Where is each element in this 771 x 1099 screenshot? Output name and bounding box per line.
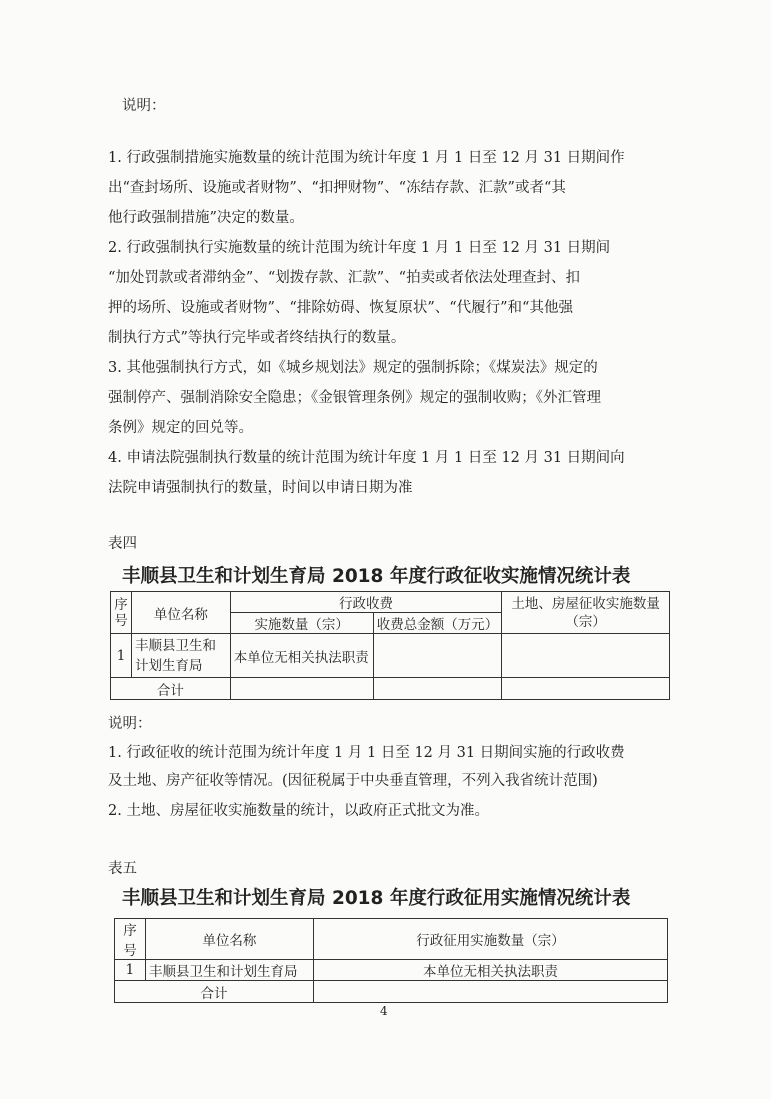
- total-label: 合计: [111, 678, 231, 700]
- note-line: 出“查封场所、设施或者财物”、“扣押财物”、“冻结存款、汇款”或者“其: [108, 180, 566, 196]
- table-label: 表五: [108, 861, 137, 877]
- table-label: 表四: [108, 536, 137, 552]
- header-unit: 单位名称: [145, 919, 313, 960]
- row-value: 本单位无相关执法职责: [313, 960, 667, 981]
- header-count: 行政征用实施数量（宗）: [313, 919, 667, 960]
- table-total-row: [111, 678, 670, 700]
- table-4: [110, 591, 670, 700]
- notes-heading: 说明：: [108, 716, 152, 732]
- note-line: 1. 行政强制措施实施数量的统计范围为统计年度 1 月 1 日至 12 月 31 日期间作: [108, 150, 625, 166]
- table-title: 丰顺县卫生和计划生育局 2018 年度行政征收实施情况统计表: [122, 566, 631, 587]
- note-line: 押的场所、设施或者财物”、“排除妨碍、恢复原状”、“代履行”和“其他强: [108, 300, 573, 316]
- row-unit: 丰顺县卫生和计划生育局: [131, 634, 230, 678]
- note-line: 及土地、房产征收等情况。(因征税属于中央垂直管理，不列入我省统计范围): [108, 773, 598, 789]
- row-seq: 1: [111, 634, 132, 678]
- table-title: 丰顺县卫生和计划生育局 2018 年度行政征用实施情况统计表: [122, 888, 631, 909]
- note-line: 强制停产、强制消除安全隐患；《金银管理条例》规定的强制收购；《外汇管理: [108, 390, 601, 406]
- note-line: 他行政强制措施”决定的数量。: [108, 210, 304, 226]
- note-line: 法院申请强制执行的数量，时间以申请日期为准: [108, 480, 413, 496]
- total-label: 合计: [115, 981, 314, 1003]
- header-count: 实施数量（宗）: [230, 613, 373, 634]
- note-line: 4. 申请法院强制执行数量的统计范围为统计年度 1 月 1 日至 12 月 31 日期间向: [108, 450, 625, 466]
- note-line: 制执行方式”等执行完毕或者终结执行的数量。: [108, 330, 406, 346]
- header-amount: 收费总金额（万元）: [373, 613, 502, 634]
- row-land: [502, 634, 670, 678]
- row-value: 本单位无相关执法职责: [230, 634, 373, 678]
- note-line: 1. 行政征收的统计范围为统计年度 1 月 1 日至 12 月 31 日期间实施的行政收费: [108, 745, 625, 761]
- note-line: 2. 行政强制执行实施数量的统计范围为统计年度 1 月 1 日至 12 月 31 日期间: [108, 240, 611, 256]
- header-unit: 单位名称: [131, 592, 230, 634]
- header-land: 土地、房屋征收实施数量（宗）: [502, 592, 670, 634]
- table-row: [111, 634, 670, 678]
- note-line: 3. 其他强制执行方式，如《城乡规划法》规定的强制拆除；《煤炭法》规定的: [108, 360, 598, 376]
- table-5: [114, 918, 668, 1003]
- header-seq: 序号: [115, 919, 146, 960]
- table-total-row: [115, 981, 668, 1003]
- notes-heading: 说明：: [122, 98, 166, 114]
- note-line: 条例》规定的回兑等。: [108, 420, 253, 436]
- table-row: [115, 960, 668, 981]
- note-line: “加处罚款或者滞纳金”、“划拨存款、汇款”、“拍卖或者依法处理查封、扣: [108, 270, 581, 286]
- page-number: 4: [380, 1004, 388, 1018]
- row-unit: 丰顺县卫生和计划生育局: [145, 960, 313, 981]
- note-line: 2. 土地、房屋征收实施数量的统计，以政府正式批文为准。: [108, 803, 489, 819]
- row-seq: 1: [115, 960, 146, 981]
- header-fee: 行政收费: [230, 592, 502, 613]
- header-seq: 序号: [111, 592, 132, 634]
- row-amount: [373, 634, 502, 678]
